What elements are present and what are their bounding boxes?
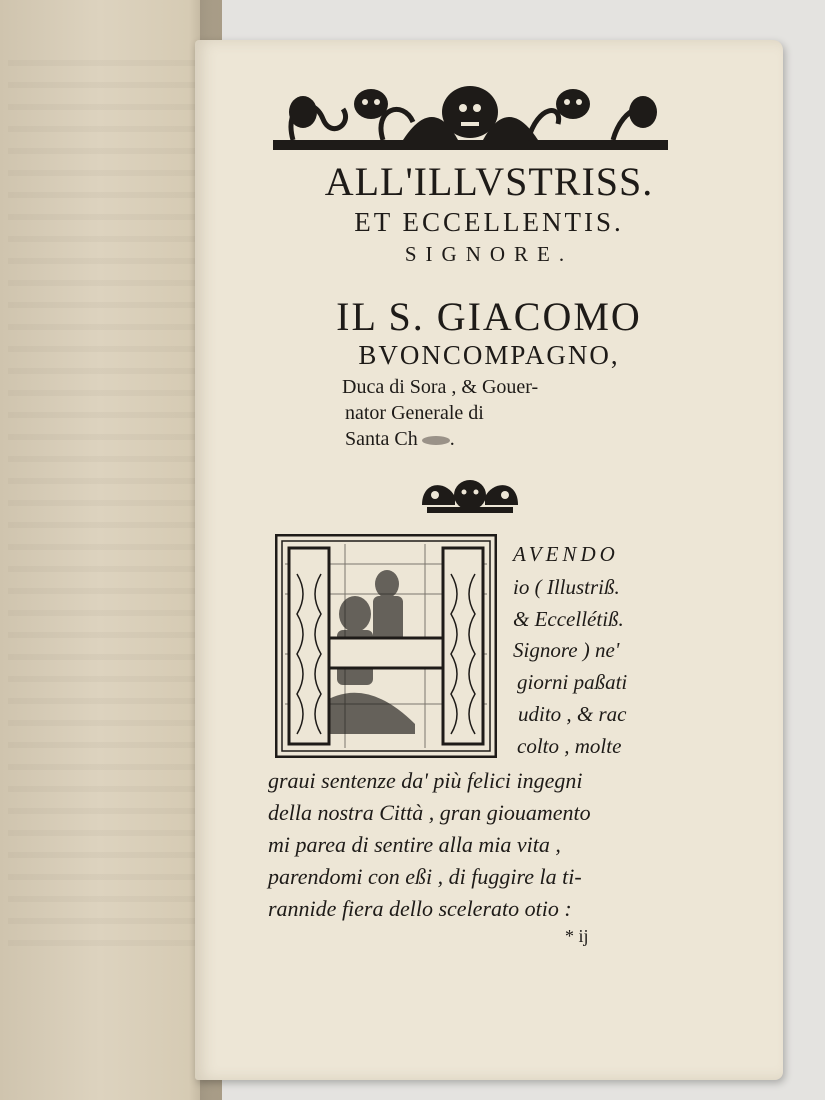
dedicatee-surname: BVONCOMPAGNO,	[358, 340, 620, 370]
dedication-line-1: ALL'ILLVSTRISS.	[324, 159, 654, 204]
facing-left-page	[0, 0, 222, 1100]
ornamental-headpiece-icon	[273, 84, 668, 152]
woodcut-initial	[275, 534, 497, 758]
dedication-line-2: ET ECCELLENTIS.	[354, 207, 624, 237]
fleuron-ornament-icon	[417, 475, 523, 517]
body-line-5: giorni paßati	[517, 670, 628, 694]
woodcut-initial-h-icon	[275, 534, 497, 758]
body-line-4: Signore ) ne'	[513, 638, 620, 662]
body-line-1: AVENDO	[513, 542, 619, 566]
body-line-8: graui sentenze da' più felici ingegni	[268, 768, 583, 793]
dedicatee-title-3: Santa Ch .	[345, 428, 455, 450]
title-page	[195, 40, 783, 1080]
dedicatee-title-2: nator Generale di	[345, 402, 484, 424]
body-line-10: mi parea di sentire alla mia vita ,	[268, 832, 561, 857]
body-line-3: & Eccellétiß.	[513, 607, 624, 631]
body-line-12: rannide fiera dello scelerato otio :	[268, 896, 572, 921]
dedicatee-title-1: Duca di Sora , & Gouer-	[342, 376, 539, 398]
body-line-11: parendomi con eßi , di fuggire la ti-	[268, 864, 582, 889]
body-line-9: della nostra Città , gran giouamento	[268, 800, 591, 825]
dedicatee-name: IL S. GIACOMO	[336, 294, 642, 339]
body-line-7: colto , molte	[517, 734, 622, 758]
body-line-6: udito , & rac	[518, 702, 627, 726]
ink-smudge	[422, 436, 450, 445]
bleed-through-text	[8, 60, 198, 960]
dedication-line-3: SIGNORE.	[404, 242, 574, 266]
body-line-2: io ( Illustriß.	[513, 575, 620, 599]
signature-mark: * ij	[565, 926, 589, 946]
